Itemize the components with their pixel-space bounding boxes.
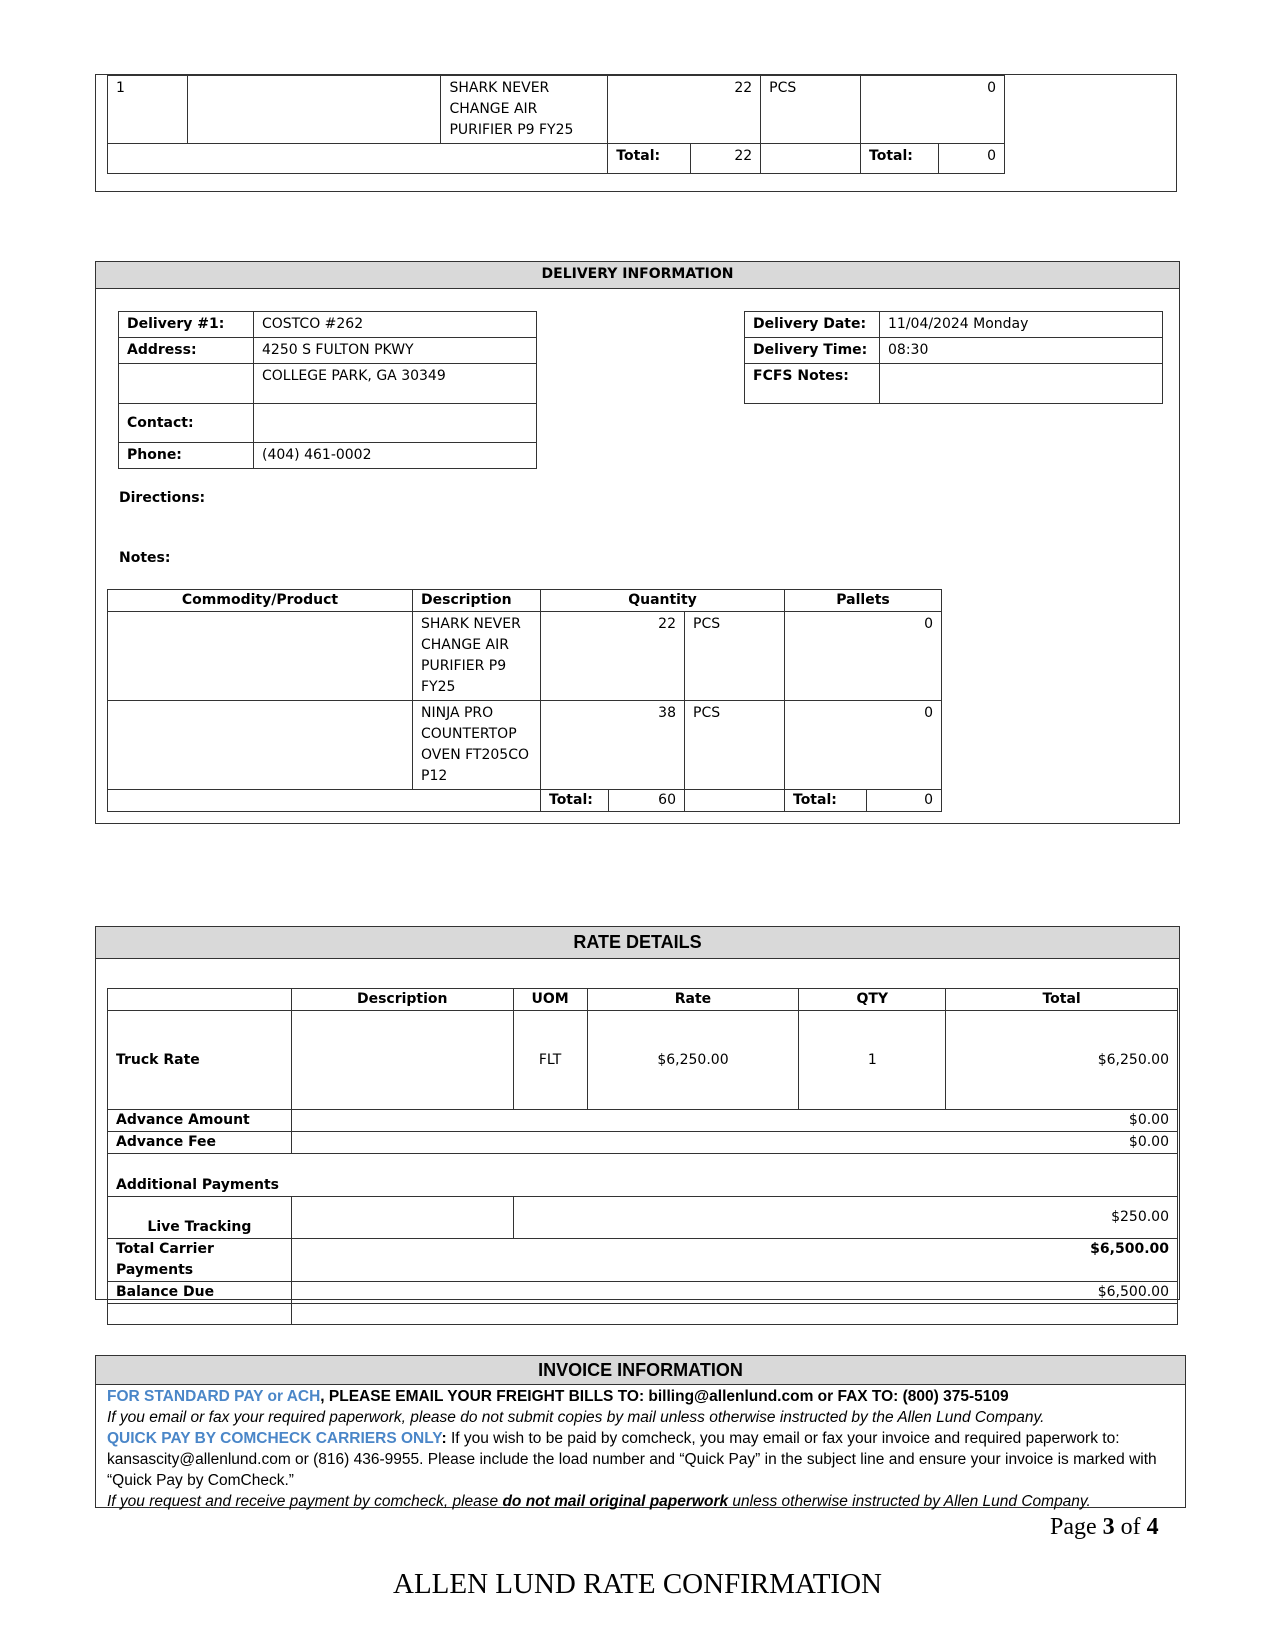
advance-fee-label: Advance Fee xyxy=(108,1132,292,1154)
delivery-information-section xyxy=(95,261,1180,824)
truck-rate-label: Truck Rate xyxy=(108,1011,292,1110)
pallets-header: Pallets xyxy=(785,590,942,612)
table-row xyxy=(108,1239,1178,1282)
table-row xyxy=(745,364,1163,404)
item-unit: PCS xyxy=(685,701,785,790)
table-row xyxy=(108,1304,1178,1325)
rate-details-section xyxy=(95,926,1180,1300)
quick-pay-instructions: If you wish to be paid by comcheck, you may email or fax your invoice and required paperwork to: kansascity@allenlund.com or (816) 436-9955. Please include the load number and “Quick Pay” in the subject line and ensure your invoice is marked with “Quick Pay by ComCheck.” xyxy=(107,1430,1157,1489)
total-carrier-payments-label: Total Carrier Payments xyxy=(108,1239,292,1282)
invoice-text xyxy=(107,1386,1177,1512)
standard-pay-heading: FOR STANDARD PAY or ACH xyxy=(107,1388,321,1405)
truck-total: $6,250.00 xyxy=(946,1011,1178,1110)
advance-fee: $0.00 xyxy=(291,1132,1177,1154)
section-header: INVOICE INFORMATION xyxy=(96,1356,1185,1385)
table-row xyxy=(108,701,942,790)
item-unit: PCS xyxy=(685,612,785,701)
qty-header: QTY xyxy=(799,989,946,1011)
commodity-header: Commodity/Product xyxy=(108,590,413,612)
item-qty: 22 xyxy=(691,76,761,144)
truck-rate: $6,250.00 xyxy=(587,1011,799,1110)
description-header: Description xyxy=(291,989,513,1011)
contact-label: Contact: xyxy=(119,404,254,443)
truck-qty: 1 xyxy=(799,1011,946,1110)
section-header: DELIVERY INFORMATION xyxy=(96,262,1179,289)
total-label: Total: xyxy=(608,144,691,174)
total-qty: 22 xyxy=(691,144,761,174)
description-header: Description xyxy=(413,590,541,612)
address-line2: COLLEGE PARK, GA 30349 xyxy=(254,364,537,404)
advance-amount: $0.00 xyxy=(291,1110,1177,1132)
address-label: Address: xyxy=(119,338,254,364)
pallets-total-label: Total: xyxy=(785,790,867,812)
table-row xyxy=(108,1132,1178,1154)
delivery-time-value: 08:30 xyxy=(880,338,1163,364)
live-tracking-amount: $250.00 xyxy=(513,1197,1177,1239)
table-row xyxy=(119,404,537,443)
pickup-items-table xyxy=(107,75,1005,174)
fcfs-notes-label: FCFS Notes: xyxy=(745,364,880,404)
item-description: NINJA PRO COUNTERTOP OVEN FT205CO P12 xyxy=(413,701,541,790)
additional-payments-label: Additional Payments xyxy=(108,1154,1178,1197)
table-row xyxy=(108,989,1178,1011)
document-title: ALLEN LUND RATE CONFIRMATION xyxy=(393,1568,882,1600)
rate-table xyxy=(107,988,1178,1325)
table-row xyxy=(108,144,1005,174)
total-header: Total xyxy=(946,989,1178,1011)
truck-uom: FLT xyxy=(513,1011,587,1110)
total-qty: 60 xyxy=(609,790,685,812)
total-pallets: 0 xyxy=(939,144,1005,174)
total-label: Total: xyxy=(541,790,609,812)
quick-pay-heading: QUICK PAY BY COMCHECK CARRIERS ONLY xyxy=(107,1430,442,1447)
standard-pay-instructions: , PLEASE EMAIL YOUR FREIGHT BILLS TO: billing@allenlund.com or FAX TO: (800) 375-5109 xyxy=(320,1388,1009,1405)
table-row xyxy=(108,1011,1178,1110)
invoice-information-section xyxy=(95,1355,1186,1508)
fcfs-notes-value xyxy=(880,364,1163,404)
phone-value: (404) 461-0002 xyxy=(254,443,537,469)
table-row xyxy=(108,76,1005,144)
quick-pay-paragraph: QUICK PAY BY COMCHECK CARRIERS ONLY: If you wish to be paid by comcheck, you may email or fax your invoice and required paperwork to: kansascity@allenlund.com or (816) 436-9955. Please include the load number and “Quick Pay” in the subject line and ensure your invoice is marked with “Quick Pay by ComCheck.” xyxy=(107,1430,1157,1489)
delivery-date-label: Delivery Date: xyxy=(745,312,880,338)
table-row xyxy=(119,338,537,364)
balance-due: $6,500.00 xyxy=(291,1282,1177,1304)
table-row xyxy=(119,443,537,469)
item-description: SHARK NEVER CHANGE AIR PURIFIER P9 FY25 xyxy=(441,76,608,144)
table-row xyxy=(745,338,1163,364)
section-header: RATE DETAILS xyxy=(96,927,1179,959)
line-number: 1 xyxy=(108,76,188,144)
live-tracking-label: Live Tracking xyxy=(108,1197,292,1239)
item-description: SHARK NEVER CHANGE AIR PURIFIER P9 FY25 xyxy=(413,612,541,701)
delivery-schedule-table xyxy=(744,311,1163,404)
delivery-label: Delivery #1: xyxy=(119,312,254,338)
delivery-date-value: 11/04/2024 Monday xyxy=(880,312,1163,338)
standard-pay-note: If you email or fax your required paperwork, please do not submit copies by mail unless otherwise instructed by the Allen Lund Company. xyxy=(107,1409,1045,1426)
advance-amount-label: Advance Amount xyxy=(108,1110,292,1132)
table-row xyxy=(745,312,1163,338)
standard-pay-line xyxy=(107,1386,1177,1407)
item-qty: 22 xyxy=(541,612,685,701)
table-row xyxy=(108,1154,1178,1197)
total-carrier-payments: $6,500.00 xyxy=(291,1239,1177,1282)
notes-label: Notes: xyxy=(119,550,171,566)
table-row xyxy=(108,1110,1178,1132)
delivery-time-label: Delivery Time: xyxy=(745,338,880,364)
item-qty: 38 xyxy=(541,701,685,790)
delivery-value: COSTCO #262 xyxy=(254,312,537,338)
table-row xyxy=(108,1197,1178,1239)
item-pallets: 0 xyxy=(861,76,1005,144)
directions-label: Directions: xyxy=(119,490,206,506)
rate-header: Rate xyxy=(587,989,799,1011)
do-not-mail-emphasis: do not mail original paperwork xyxy=(502,1493,729,1510)
delivery-items-table xyxy=(107,589,942,812)
table-row xyxy=(108,612,942,701)
pickup-continued-section xyxy=(95,74,1177,192)
table-row xyxy=(108,590,942,612)
table-row xyxy=(108,790,942,812)
quantity-header: Quantity xyxy=(541,590,785,612)
table-row xyxy=(119,364,537,404)
item-pallets: 0 xyxy=(785,701,942,790)
contact-value xyxy=(254,404,537,443)
uom-header: UOM xyxy=(513,989,587,1011)
item-unit: PCS xyxy=(761,76,861,144)
item-pallets: 0 xyxy=(785,612,942,701)
balance-due-label: Balance Due xyxy=(108,1282,292,1304)
phone-label: Phone: xyxy=(119,443,254,469)
page-number: Page 3 of 4 xyxy=(1050,1514,1159,1540)
address-line1: 4250 S FULTON PKWY xyxy=(254,338,537,364)
table-row xyxy=(119,312,537,338)
delivery-address-table xyxy=(118,311,537,469)
table-row xyxy=(108,1282,1178,1304)
comcheck-note: If you request and receive payment by comcheck, please do not mail original paperwork unless otherwise instructed by Allen Lund Company. xyxy=(107,1493,1091,1510)
total-pallets: 0 xyxy=(867,790,942,812)
pallets-total-label: Total: xyxy=(861,144,939,174)
